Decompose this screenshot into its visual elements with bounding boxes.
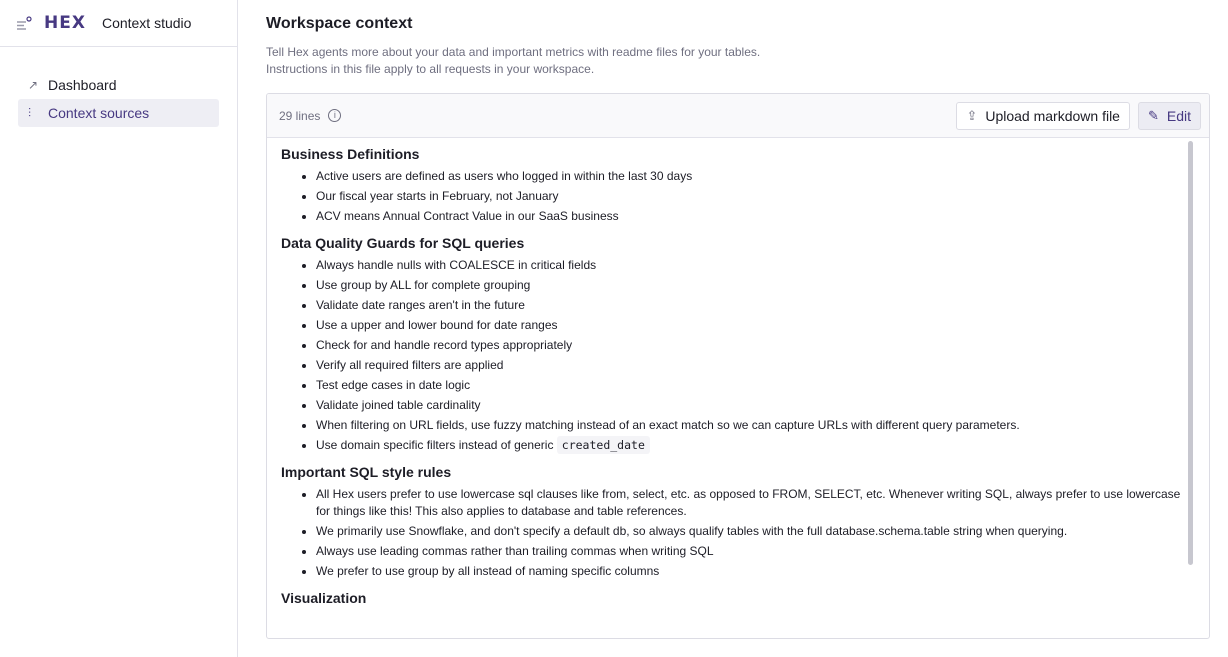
page-title: Workspace context xyxy=(266,15,413,32)
section-heading: Visualization xyxy=(281,590,367,606)
list-item: • Test edge cases in date logic xyxy=(316,377,1195,394)
trending-up-icon: ↗ xyxy=(28,78,39,92)
bullet-list xyxy=(281,168,1195,225)
bullet-list xyxy=(281,486,1195,580)
main-content xyxy=(266,0,1210,639)
sidebar-item-label: Context sources xyxy=(48,105,150,121)
list-item: • Check for and handle record types appropriately xyxy=(316,337,1195,354)
menu-icon[interactable] xyxy=(16,16,30,30)
sidebar-item-dashboard[interactable] xyxy=(18,71,219,99)
list-item: • Use a upper and lower bound for date ranges xyxy=(316,317,1195,334)
section-heading: Business Definitions xyxy=(281,146,420,162)
list-item: • Active users are defined as users who logged in within the last 30 days xyxy=(316,168,1195,185)
sidebar-item-context-sources[interactable] xyxy=(18,99,219,127)
list-item: • When filtering on URL fields, use fuzzy matching instead of an exact match so we can capture URLs with different query parameters. xyxy=(316,417,1195,434)
inline-code: created_date xyxy=(557,436,650,454)
list-item: • We primarily use Snowflake, and don't specify a default db, so always qualify tables with the full database.schema.table string when querying. xyxy=(316,523,1195,540)
description-line: Tell Hex agents more about your data and important metrics with readme files for your tables. xyxy=(266,45,761,59)
list-item: • Always use leading commas rather than trailing commas when writing SQL xyxy=(316,543,1195,560)
button-label: Upload markdown file xyxy=(985,107,1120,124)
list-item: • We prefer to use group by all instead of naming specific columns xyxy=(316,563,1195,580)
list-item: • Validate date ranges aren't in the future xyxy=(316,297,1195,314)
description-line: Instructions in this file apply to all requests in your workspace. xyxy=(266,62,595,76)
section-heading: Data Quality Guards for SQL queries xyxy=(281,235,525,251)
context-editor-panel xyxy=(266,93,1210,639)
upload-icon: ⇪ xyxy=(966,107,978,123)
list-item: • Validate joined table cardinality xyxy=(316,397,1195,414)
list-item: • Our fiscal year starts in February, not January xyxy=(316,188,1195,205)
list-item: • Always handle nulls with COALESCE in critical fields xyxy=(316,257,1195,274)
markdown-content xyxy=(267,138,1209,618)
list-item-text: Use domain specific filters instead of generic xyxy=(316,438,557,452)
editor-toolbar xyxy=(267,94,1209,138)
sidebar-header xyxy=(0,0,237,47)
section-heading: Important SQL style rules xyxy=(281,464,452,480)
list-item xyxy=(316,437,1195,454)
sidebar-item-label: Dashboard xyxy=(48,77,117,93)
sidebar xyxy=(0,0,238,657)
list-item: • Use group by ALL for complete grouping xyxy=(316,277,1195,294)
pencil-icon: ✎ xyxy=(1147,107,1159,123)
page-description xyxy=(266,44,1210,78)
list-item: • ACV means Annual Contract Value in our SaaS business xyxy=(316,208,1195,225)
list-item: • Verify all required filters are applied xyxy=(316,357,1195,374)
upload-markdown-button[interactable] xyxy=(956,102,1130,130)
app-title: Context studio xyxy=(101,15,192,31)
scrollbar[interactable] xyxy=(1188,141,1193,565)
hex-logo: HEX xyxy=(44,13,86,33)
button-label: Edit xyxy=(1166,107,1191,124)
bullet-list xyxy=(281,257,1195,454)
line-count: 29 lines xyxy=(279,108,321,123)
sliders-icon: ⫶ xyxy=(28,105,32,120)
info-icon[interactable]: i xyxy=(328,109,341,122)
edit-button[interactable] xyxy=(1138,102,1201,130)
list-item: • All Hex users prefer to use lowercase sql clauses like from, select, etc. as opposed to FROM, SELECT, etc. Whenever writing SQL, always prefer to use lowercase for things like this! This also applies to database and table references. xyxy=(316,486,1195,520)
